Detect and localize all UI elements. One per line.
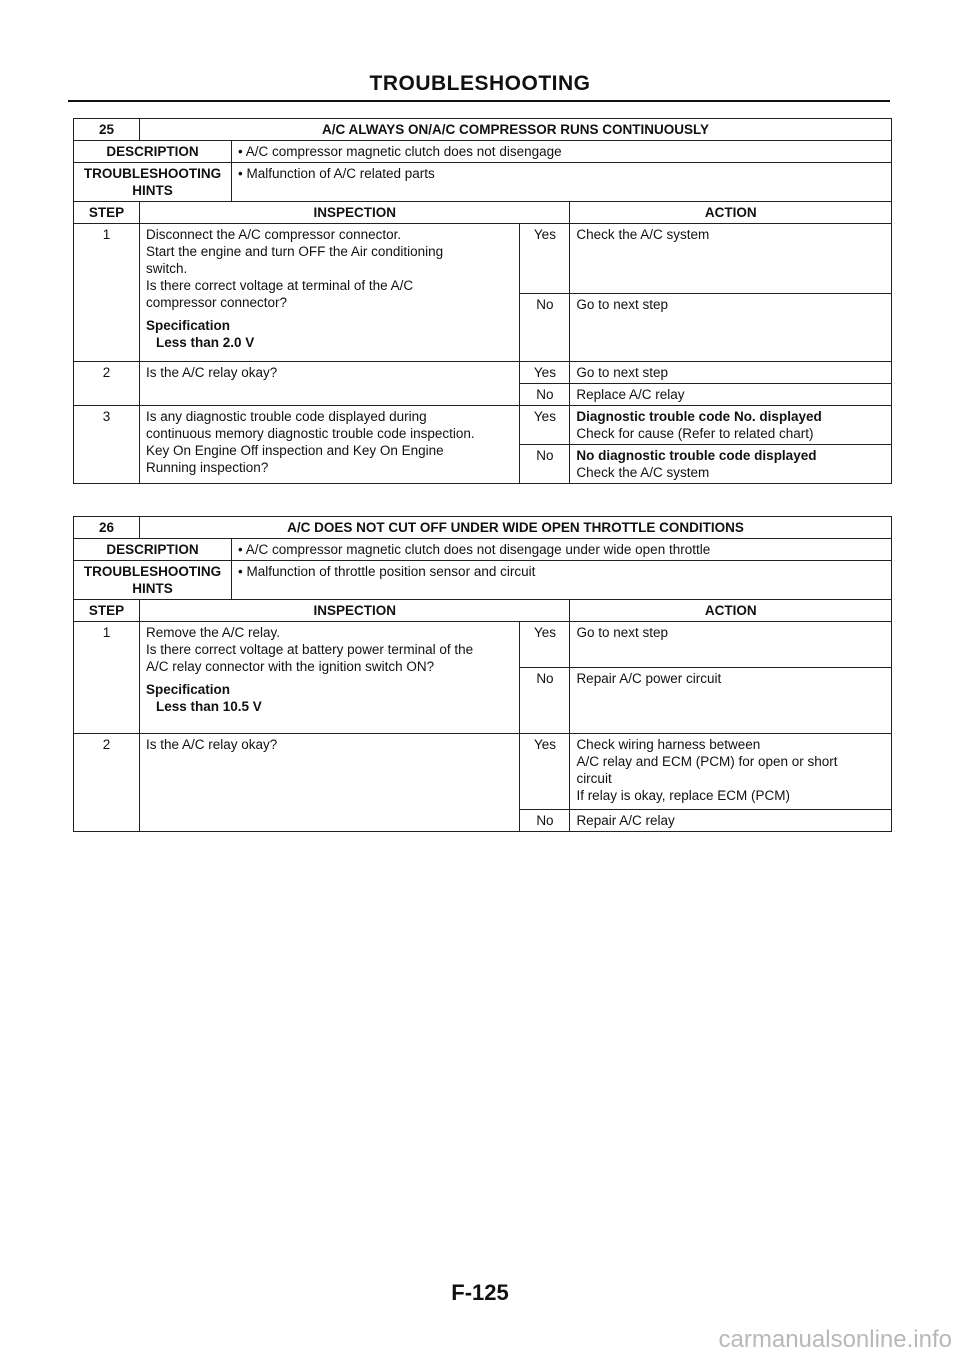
inspection-line: continuous memory diagnostic trouble code inspection.: [145, 426, 475, 441]
action-header: ACTION: [570, 202, 892, 224]
inspection-line: Is any diagnostic trouble code displayed during: [145, 409, 427, 424]
action-line: Check wiring harness between: [576, 737, 761, 752]
action-text: Check the A/C system: [570, 224, 892, 294]
yes-label: Yes: [520, 406, 570, 445]
description-label: DESCRIPTION: [74, 141, 232, 163]
section-title: A/C ALWAYS ON/A/C COMPRESSOR RUNS CONTINUOUSLY: [139, 119, 891, 141]
title-divider: [68, 100, 890, 102]
specification-value: Less than 10.5 V: [155, 699, 262, 714]
step-header: STEP: [74, 202, 140, 224]
page-title: TROUBLESHOOTING: [369, 72, 591, 95]
hints-label: TROUBLESHOOTING HINTS: [74, 561, 232, 600]
specification-label: Specification: [145, 318, 231, 333]
action-text: Repair A/C relay: [570, 810, 892, 832]
action-text: [570, 406, 892, 445]
action-text: Go to next step: [570, 622, 892, 668]
section-number: 26: [74, 517, 140, 539]
action-header: ACTION: [570, 600, 892, 622]
section-title: A/C DOES NOT CUT OFF UNDER WIDE OPEN THROTTLE CONDITIONS: [139, 517, 891, 539]
action-text: Go to next step: [570, 294, 892, 362]
no-label: No: [520, 810, 570, 832]
step-number: 1: [74, 224, 140, 362]
yes-label: Yes: [520, 734, 570, 810]
action-line: circuit: [576, 771, 612, 786]
action-text: Go to next step: [570, 362, 892, 384]
inspection-text: [139, 406, 519, 484]
step-number: 3: [74, 406, 140, 484]
inspection-line: A/C relay connector with the ignition switch ON?: [145, 659, 435, 674]
specification-value: Less than 2.0 V: [155, 335, 255, 350]
hints-label: TROUBLESHOOTING HINTS: [74, 163, 232, 202]
hints-text: • Malfunction of A/C related parts: [231, 163, 891, 202]
inspection-text: Is the A/C relay okay?: [139, 734, 519, 832]
no-label: No: [520, 445, 570, 484]
inspection-line: Start the engine and turn OFF the Air conditioning: [145, 244, 444, 259]
inspection-line: compressor connector?: [145, 295, 288, 310]
inspection-line: Disconnect the A/C compressor connector.: [145, 227, 402, 242]
description-text: • A/C compressor magnetic clutch does not disengage under wide open throttle: [231, 539, 891, 561]
step-number: 1: [74, 622, 140, 734]
action-text: Repair A/C power circuit: [570, 668, 892, 734]
action-title: No diagnostic trouble code displayed: [576, 448, 817, 463]
yes-label: Yes: [520, 362, 570, 384]
action-line: If relay is okay, replace ECM (PCM): [576, 788, 790, 803]
step-number: 2: [74, 362, 140, 406]
no-label: No: [520, 294, 570, 362]
section-number: 25: [74, 119, 140, 141]
inspection-header: INSPECTION: [139, 600, 569, 622]
inspection-text: Is the A/C relay okay?: [139, 362, 519, 406]
no-label: No: [520, 668, 570, 734]
step-number: 2: [74, 734, 140, 832]
inspection-text: [139, 224, 519, 362]
inspection-line: Key On Engine Off inspection and Key On Engine: [145, 443, 444, 458]
hints-text: • Malfunction of throttle position sensor and circuit: [231, 561, 891, 600]
action-text: Replace A/C relay: [570, 384, 892, 406]
no-label: No: [520, 384, 570, 406]
action-line: Check for cause (Refer to related chart): [576, 426, 814, 441]
action-line: A/C relay and ECM (PCM) for open or short: [576, 754, 838, 769]
inspection-header: INSPECTION: [139, 202, 569, 224]
page-number: F-125: [451, 1280, 509, 1305]
description-text: • A/C compressor magnetic clutch does not disengage: [231, 141, 891, 163]
step-header: STEP: [74, 600, 140, 622]
inspection-line: Running inspection?: [145, 460, 269, 475]
description-label: DESCRIPTION: [74, 539, 232, 561]
specification-label: Specification: [145, 682, 231, 697]
inspection-line: Is there correct voltage at battery power terminal of the: [145, 642, 474, 657]
action-title: Diagnostic trouble code No. displayed: [576, 409, 822, 424]
watermark: carmanualsonline.info: [718, 1326, 952, 1353]
troubleshooting-table-25: [73, 118, 892, 484]
yes-label: Yes: [520, 224, 570, 294]
inspection-text: [139, 622, 519, 734]
action-line: Check the A/C system: [576, 465, 710, 480]
yes-label: Yes: [520, 622, 570, 668]
inspection-line: switch.: [145, 261, 188, 276]
action-text: [570, 734, 892, 810]
troubleshooting-table-26: [73, 516, 892, 832]
action-text: [570, 445, 892, 484]
inspection-line: Is there correct voltage at terminal of the A/C: [145, 278, 414, 293]
inspection-line: Remove the A/C relay.: [145, 625, 281, 640]
